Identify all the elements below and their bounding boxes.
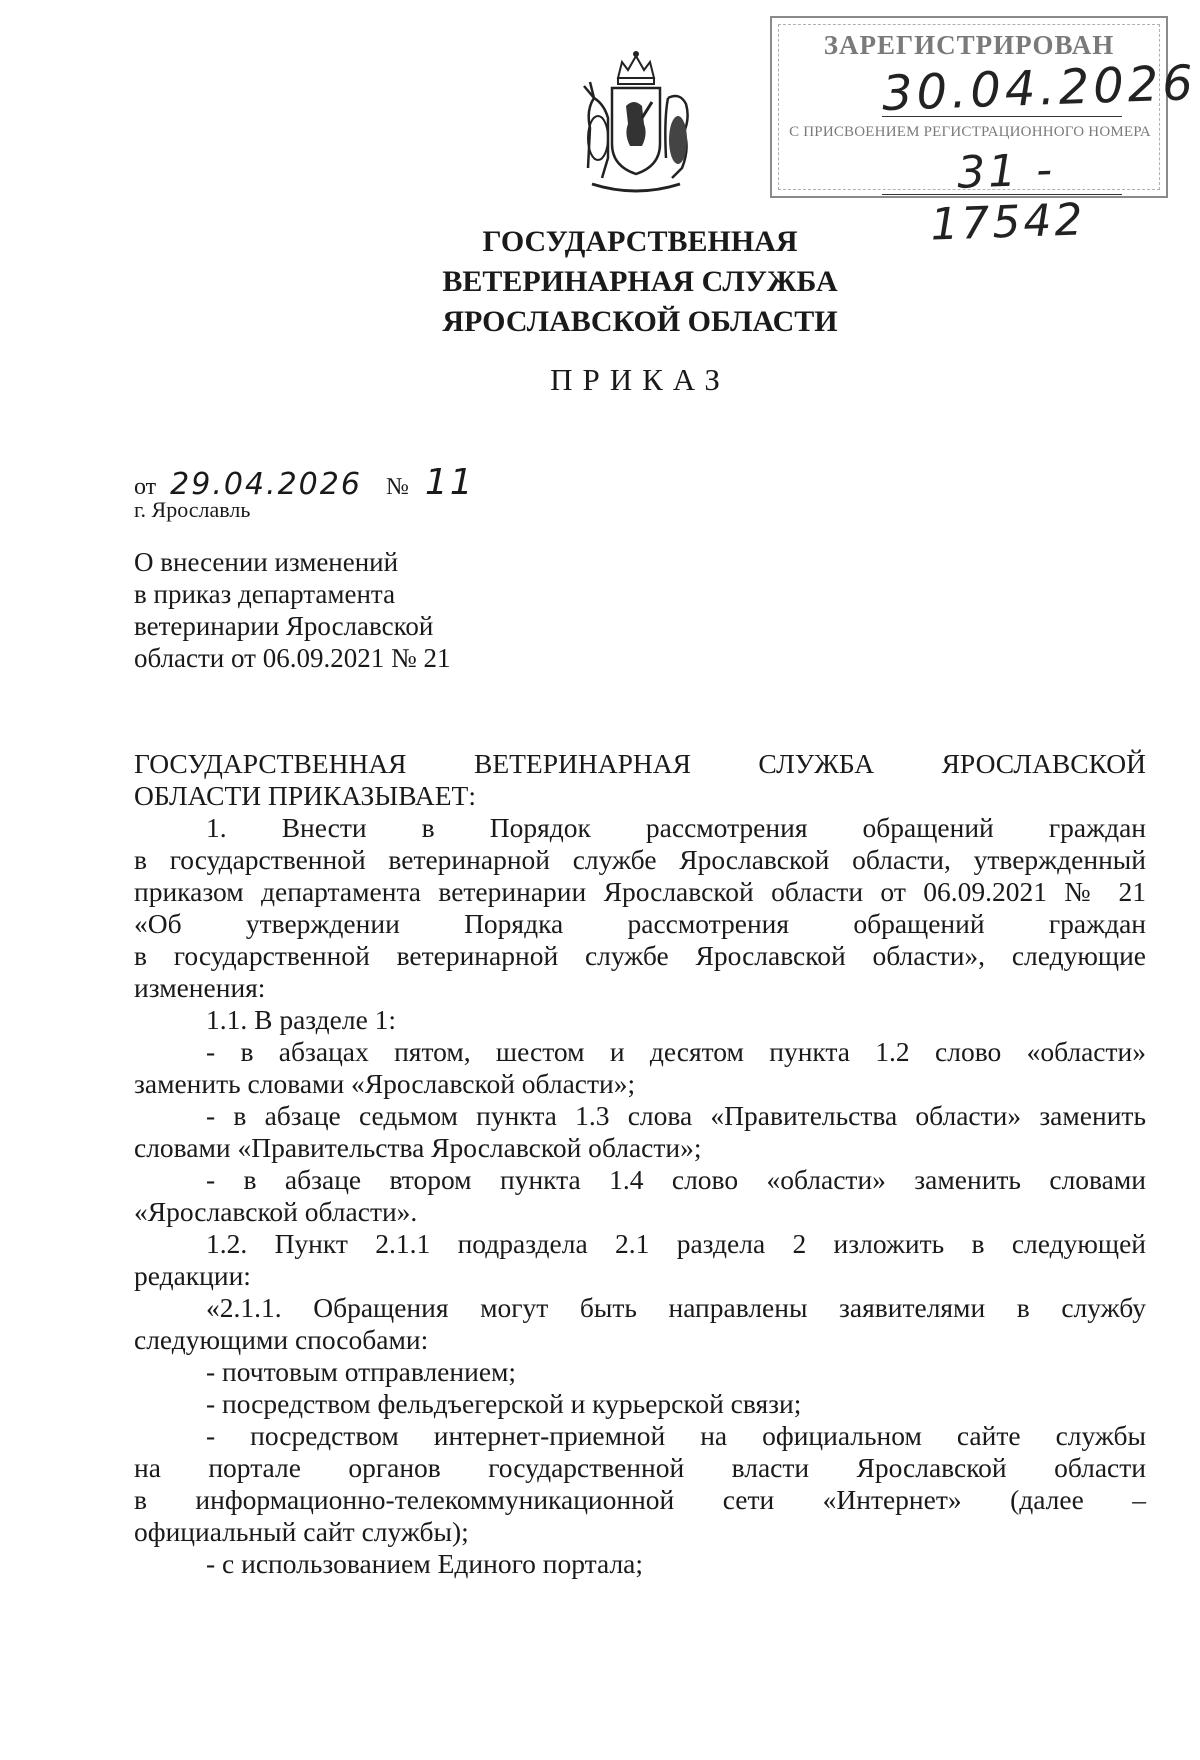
- body-line: - с использованием Единого портала;: [206, 1548, 644, 1579]
- body-line: «Об утверждении Порядка рассмотрения обращений граждан: [134, 908, 1146, 939]
- registration-stamp: [770, 16, 1198, 251]
- stamp-reg-number: 31 - 17542: [929, 144, 1087, 251]
- body-line: в государственной ветеринарной службе Ярославской области, утвержденный: [134, 844, 1146, 875]
- subject-line: О внесении изменений: [134, 547, 399, 577]
- body-line: - почтовым отправлением;: [206, 1356, 517, 1387]
- stamp-heading: ЗАРЕГИСТРИРОВАН: [823, 30, 1115, 60]
- from-label: от: [134, 474, 157, 500]
- org-name-line: ВЕТЕРИНАРНАЯ СЛУЖБА: [442, 265, 838, 298]
- number-label: №: [385, 474, 409, 500]
- body-line: - в абзаце втором пункта 1.4 слово «области» заменить словами: [206, 1164, 1146, 1195]
- order-date: 29.04.2026: [170, 467, 362, 502]
- body-line: 1.2. Пункт 2.1.1 подраздела 2.1 раздела 2 изложить в следующей: [206, 1228, 1146, 1259]
- body-line: ОБЛАСТИ ПРИКАЗЫВАЕТ:: [134, 780, 476, 811]
- body-line: - посредством фельдъегерской и курьерской связи;: [206, 1388, 802, 1419]
- body-line: в информационно-телекоммуникационной сети «Интернет» (далее –: [134, 1484, 1146, 1515]
- body-line: заменить словами «Ярославской области»;: [134, 1068, 636, 1099]
- body-line: - в абзацах пятом, шестом и десятом пункта 1.2 слово «области»: [206, 1036, 1146, 1067]
- body-line: приказом департамента ветеринарии Ярославской области от 06.09.2021 № 21: [134, 876, 1146, 907]
- stamp-subtitle: С ПРИСВОЕНИЕМ РЕГИСТРАЦИОННОГО НОМЕРА: [789, 124, 1151, 140]
- body-line: 1.1. В разделе 1:: [206, 1004, 397, 1035]
- body-line: «2.1.1. Обращения могут быть направлены заявителями в службу: [206, 1292, 1146, 1323]
- stamp-underline: [882, 116, 1122, 117]
- body-line: 1. Внести в Порядок рассмотрения обращений граждан: [206, 812, 1146, 843]
- subject-line: области от 06.09.2021 № 21: [134, 643, 451, 673]
- body-line: словами «Правительства Ярославской области»;: [134, 1132, 702, 1163]
- order-number: 11: [424, 462, 475, 503]
- body-line: - посредством интернет-приемной на официальном сайте службы: [206, 1420, 1146, 1451]
- subject-line: ветеринарии Ярославской: [134, 611, 434, 641]
- stamp-date: 30.04.2026: [881, 55, 1198, 122]
- body-line: в государственной ветеринарной службе Ярославской области», следующие: [134, 940, 1146, 971]
- body-line: на портале органов государственной власти Ярославской области: [134, 1452, 1146, 1483]
- body-line: следующими способами:: [134, 1324, 429, 1355]
- body-line: - в абзаце седьмом пункта 1.3 слова «Правительства области» заменить: [206, 1100, 1146, 1131]
- city-label: г. Ярославль: [134, 497, 251, 522]
- subject-line: в приказ департамента: [134, 579, 396, 609]
- document-type-title: ПРИКАЗ: [550, 362, 730, 397]
- body-line: изменения:: [134, 972, 266, 1003]
- org-name-line: ГОСУДАРСТВЕННАЯ: [482, 225, 798, 258]
- org-name-line: ЯРОСЛАВСКОЙ ОБЛАСТИ: [442, 305, 838, 338]
- body-line: ГОСУДАРСТВЕННАЯ ВЕТЕРИНАРНАЯ СЛУЖБА ЯРОСЛАВСКОЙ: [134, 748, 1146, 779]
- body-line: «Ярославской области».: [134, 1196, 418, 1227]
- coat-of-arms-emblem: [568, 48, 704, 196]
- body-line: редакции:: [134, 1260, 251, 1291]
- body-line: официальный сайт службы);: [134, 1516, 469, 1547]
- stamp-underline: [882, 194, 1122, 195]
